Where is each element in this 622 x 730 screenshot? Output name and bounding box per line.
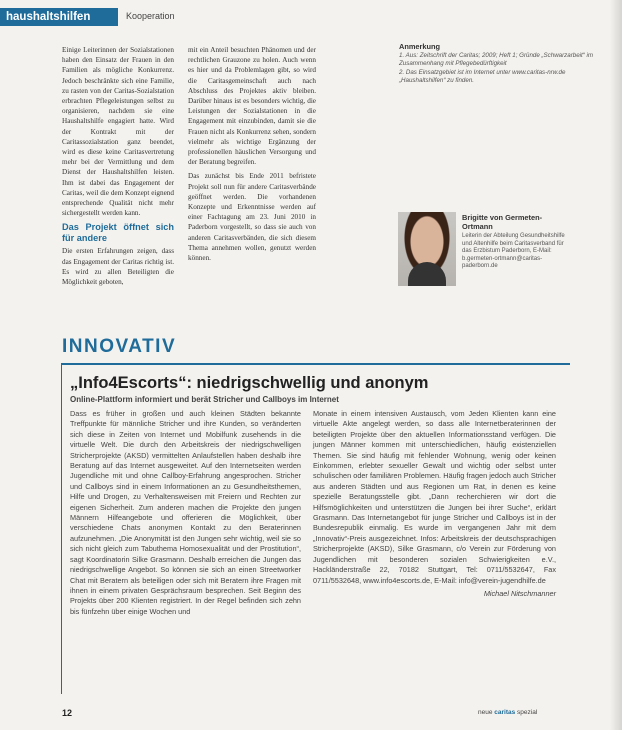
subheading: Das Projekt öffnet sich für andere [62, 222, 174, 244]
footnote: 1. Aus: Zeitschrift der Caritas; 2009; Heft 1; Gründe „Schwarzarbeit“ im Zusammenhang mit Pflegebedürftigkeit [399, 51, 594, 68]
page-shadow [610, 0, 622, 730]
innovativ-label: INNOVATIV [62, 336, 177, 357]
magazine-name: caritas [494, 709, 516, 716]
article-column-2 [188, 45, 316, 263]
paragraph: Monate in einem intensiven Austausch, vom Jeden Klienten kann eine virtuelle Akte angelegt werden, so dass alle Internetberaterinnen der beteiligten Projekte über den aktuellen Informationsstand verfügen. Die jungen Männer kommen mit unterschiedlichen, häufig existenziellen Themen. Sie sind häufig mit fehlender Wohnung, wenig oder keinen Einkommen, erlebter sexueller Gewalt und wichtig oder selbst unter schulischen oder familiären Problemen. Häufig fragen jedoch auch Stricher aus anderen Städten und aus Regionen um Rat, in denen es keine spezielle Beratungsstelle gibt. „Dann recherchieren wir dort die Hilfsmöglichkeiten und unterstützen die Jungen bei ihrer Suche“, erklärt Grasmann. Das Internetangebot für junge Stricher und Callboys ist in der Bundesrepublik einmalig. Es wurde im vergangenen Jahr mit dem „Innovativ“-Preis ausgezeichnet. Infos: Arbeitskreis der deutschsprachigen Stricherprojekte (AKSD), Silke Grasmann, c/o Verein zur Förderung von Jugendlichen mit besonderen sozialen Schwierigkeiten e.V., Hackländerstraße 22, 70182 Stuttgart, Tel: 0711/5532647, Fax 0711/5532648, www.info4escorts.de, E-Mail: info@verein-jugendhilfe.de [313, 409, 556, 585]
box-author: Michael Nitschmanner [483, 588, 556, 598]
section-label: haushaltshilfen [6, 11, 91, 23]
author-photo [398, 212, 456, 286]
page-number: 12 [62, 708, 73, 718]
author-bio [462, 213, 572, 271]
box-column-2 [313, 409, 556, 599]
box-title: „Info4Escorts“: niedrigschwellig und anonym [70, 374, 429, 392]
magazine-footer: neue caritas spezial [478, 709, 538, 716]
paragraph: Die ersten Erfahrungen zeigen, dass das Engagement der Caritas richtig ist. Es wird zu allen Beteiligten die Möglichkeit geboten, [62, 247, 174, 287]
author-description: Leiterin der Abteilung Gesundheitshilfe und Altenhilfe beim Caritasverband für das Erzbistum Paderborn, E-Mail: b.germeten-ortmann@caritas-paderborn.de [462, 233, 565, 270]
paragraph: Dass es früher in großen und auch kleinen Städten bekannte Treffpunkte für männliche Stricher und ihre Kunden, so veränderten sich diese in Zeiten von Internet und Mobilfunk zusehends in die virtuelle Welt. Die durch den Arbeitskreis der niedrigschwelligen Stricherprojekte (AKSD) vermittelten Anlaufstellen haben deshalb ihre Beratung auf das Internet ausgeweitet. Auf den Internetseiten werden Jugendliche mit und ohne Callboy-Erfahrung angesprochen. Stricher und Callboys sind in einem Informationen an zu Gesundheitsthemen, Hilfe und Drogen, zu Verhaltensweisen mit Freiern und Rechten zur eigenen Sicherheit. Zum anderen machen die Projekte den jungen Männern Hilfeangebote und offerieren die Möglichkeit, über verschiedene Chats anonymen Kontakt zu den Beraterinnen aufzunehmen. „Die Anonymität ist den Jungen sehr wichtig, weil sie so sich nicht gleich zum Tabuthema Homosexualität und der Prostitution“, sagt Koordinatorin Silke Grasmann. Deshalb erreichen die Jungen das niedrigschwellige Angebot. So können sie sich an einen Streetworker Chat mit Beratern als beteiligen oder sich mit Beratern ihre Fragen mit ihnen in einem privaten Gesprächsraum besprechen. Seit Beginn des Projekts über 200 Klienten registriert. In der Regel befinden sich zehn bis fünfzehn über einige Wochen und [70, 409, 301, 616]
paragraph: Einige Leiterinnen der Sozialstationen haben den Einsatz der Frauen in den Familien als mögliche Konkurrenz. Jedoch beschränkte sich eine Familie, zu rasten von der Caritas-Sozialstation erbrachten Pflegeleistungen selbst zu organisieren, nachdem sie eine Haushaltshilfe engagiert hatte. Wird der Kontrakt mit der Caritassozialstation ganz beendet, wird es diese keine Caritasvertretung mehr bei der Vermittlung und dem Dienst der Haushaltshilfen leisten. Ihm ist dabei das Engagement der Caritas, weil die dem Konzept eignend entsprechende Qualität nicht mehr sichergestellt werden kann. [62, 46, 174, 218]
footnotes [399, 43, 599, 86]
paragraph: mit ein Anteil besuchten Phänomen und der rechtlichen Grauzone zu holen. Auch wenn es hier und da Problemlagen gibt, so wird die Caritasgemeinschaft auch nach Abschluss des Projektes aktiv bleiben. Darüber hinaus ist es besonders wichtig, die Leistungen der Sozialstationen in die Engagement mit einzubinden, damit sie die Frauen nicht als Konkurrenz sehen, sondern vielmehr als wichtige Ergänzung der professionellen häuslichen Versorgung und der Beratung begreifen. [188, 46, 316, 167]
article-column-1 [62, 45, 174, 287]
footnote: 2. Das Einsatzgebiet ist im Internet unter www.caritas-nrw.de „Haushaltshilfen“ zu finden. [399, 68, 566, 85]
footnotes-heading: Anmerkung [399, 42, 441, 51]
box-column-1 [70, 409, 301, 617]
author-name: Brigitte von Germeten-Ortmann [462, 213, 543, 231]
box-subtitle: Online-Plattform informiert und berät Stricher und Callboys im Internet [70, 395, 339, 404]
paragraph: Das zunächst bis Ende 2011 befristete Projekt soll nun für andere Caritasverbände geöffnet werden. Die vorhandenen Konzepte und Erkenntnisse werden auf einer Fachtagung am 23. Juni 2010 in Paderborn vorgestellt, so dass sie auch von anderen Caritasverbänden, die sich diesem Thema annehmen wollen, genutzt werden können. [188, 172, 316, 263]
category-label: Kooperation [126, 11, 175, 21]
section-tab [0, 8, 118, 26]
